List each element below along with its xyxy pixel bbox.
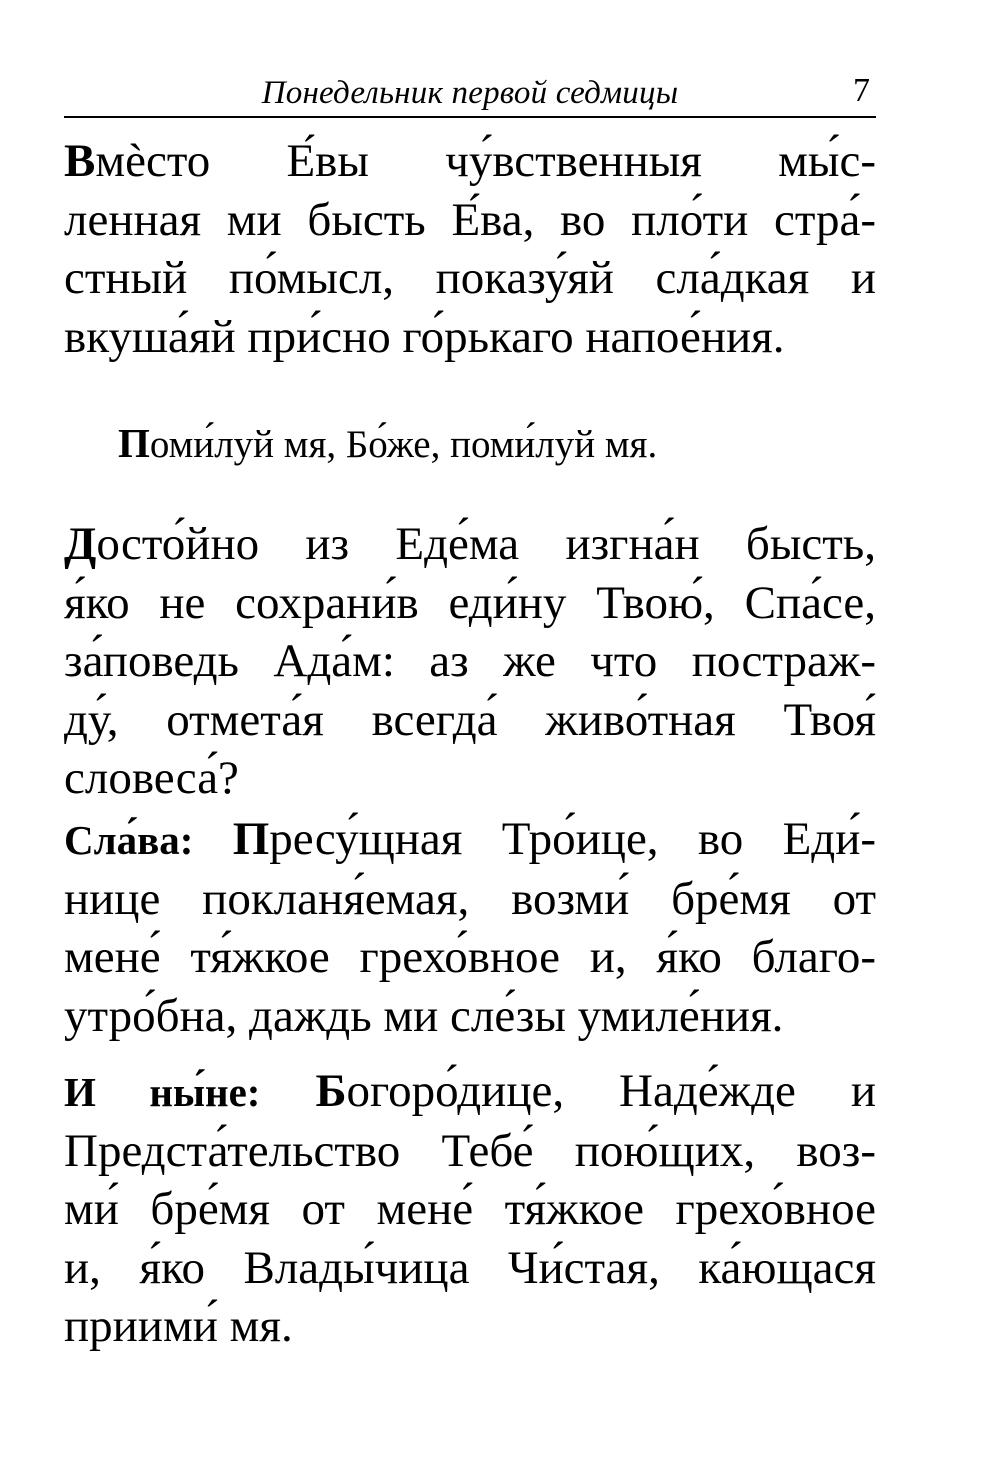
text-line: ленная ми бысть Е́ва, во пло́ти стра́- xyxy=(64,193,876,246)
text-line: стный по́мысл, показу́яй сла́дкая и xyxy=(64,252,876,304)
drop-initial: В xyxy=(64,135,96,187)
troparion-paragraph-2 xyxy=(64,515,876,808)
theotokion-paragraph xyxy=(64,1062,876,1356)
running-head xyxy=(64,70,876,118)
text-line: ду́, отмета́я всегда́ живо́тная Твоя́ xyxy=(64,693,876,746)
text-line: за́поведь Ада́м: аз же что постраж- xyxy=(64,635,876,687)
drop-initial: П xyxy=(118,420,150,466)
text-line: Предста́тельство Тебе́ пою́щих, воз- xyxy=(64,1124,876,1177)
line-text: осто́йно из Еде́ма изгна́н бысть, xyxy=(96,518,876,570)
text-line: и, я́ко Влады́чица Чи́стая, ка́ющася xyxy=(64,1241,876,1294)
glory-label: Сла́ва: xyxy=(64,817,194,863)
running-title: Понедельник первой седмицы xyxy=(261,75,679,111)
text-line: мене́ тя́жкое грехо́вное и, я́ко благо- xyxy=(64,931,876,983)
refrain-text: оми́луй мя, Бо́же, поми́луй мя. xyxy=(149,423,658,466)
drop-initial: П xyxy=(232,813,270,865)
troparion-paragraph-1 xyxy=(64,132,876,366)
and-now-label: И ны́не: xyxy=(64,1069,261,1115)
page-number: 7 xyxy=(853,72,870,109)
glory-paragraph xyxy=(64,810,876,1045)
text-line xyxy=(64,1062,876,1122)
drop-initial: Д xyxy=(64,518,97,570)
line-text: ресу́щная Тро́ице, во Еди́- xyxy=(269,813,876,865)
text-line xyxy=(64,515,876,574)
text-line: словеса́? xyxy=(64,752,239,804)
text-line: ми́ бре́мя от мене́ тя́жкое грехо́вное xyxy=(64,1183,876,1235)
line-text: огоро́дице, Наде́жде и xyxy=(346,1065,877,1117)
text-line: я́ко не сохрани́в еди́ну Твою́, Спа́се, xyxy=(64,576,876,629)
text-line: нице покланя́емая, возми́ бре́мя от xyxy=(64,872,876,925)
text-line: утро́бна, даждь ми сле́зы умиле́ния. xyxy=(64,989,784,1042)
text-line xyxy=(64,810,876,870)
refrain xyxy=(118,420,657,468)
text-line: вкуша́яй при́сно го́рькаго напое́ния. xyxy=(64,310,785,363)
line-text: мѐсто Е́вы чу́вственныя мы́с- xyxy=(95,135,876,187)
drop-initial: Б xyxy=(315,1065,347,1117)
text-line: приими́ мя. xyxy=(64,1300,293,1352)
text-line xyxy=(64,132,876,191)
